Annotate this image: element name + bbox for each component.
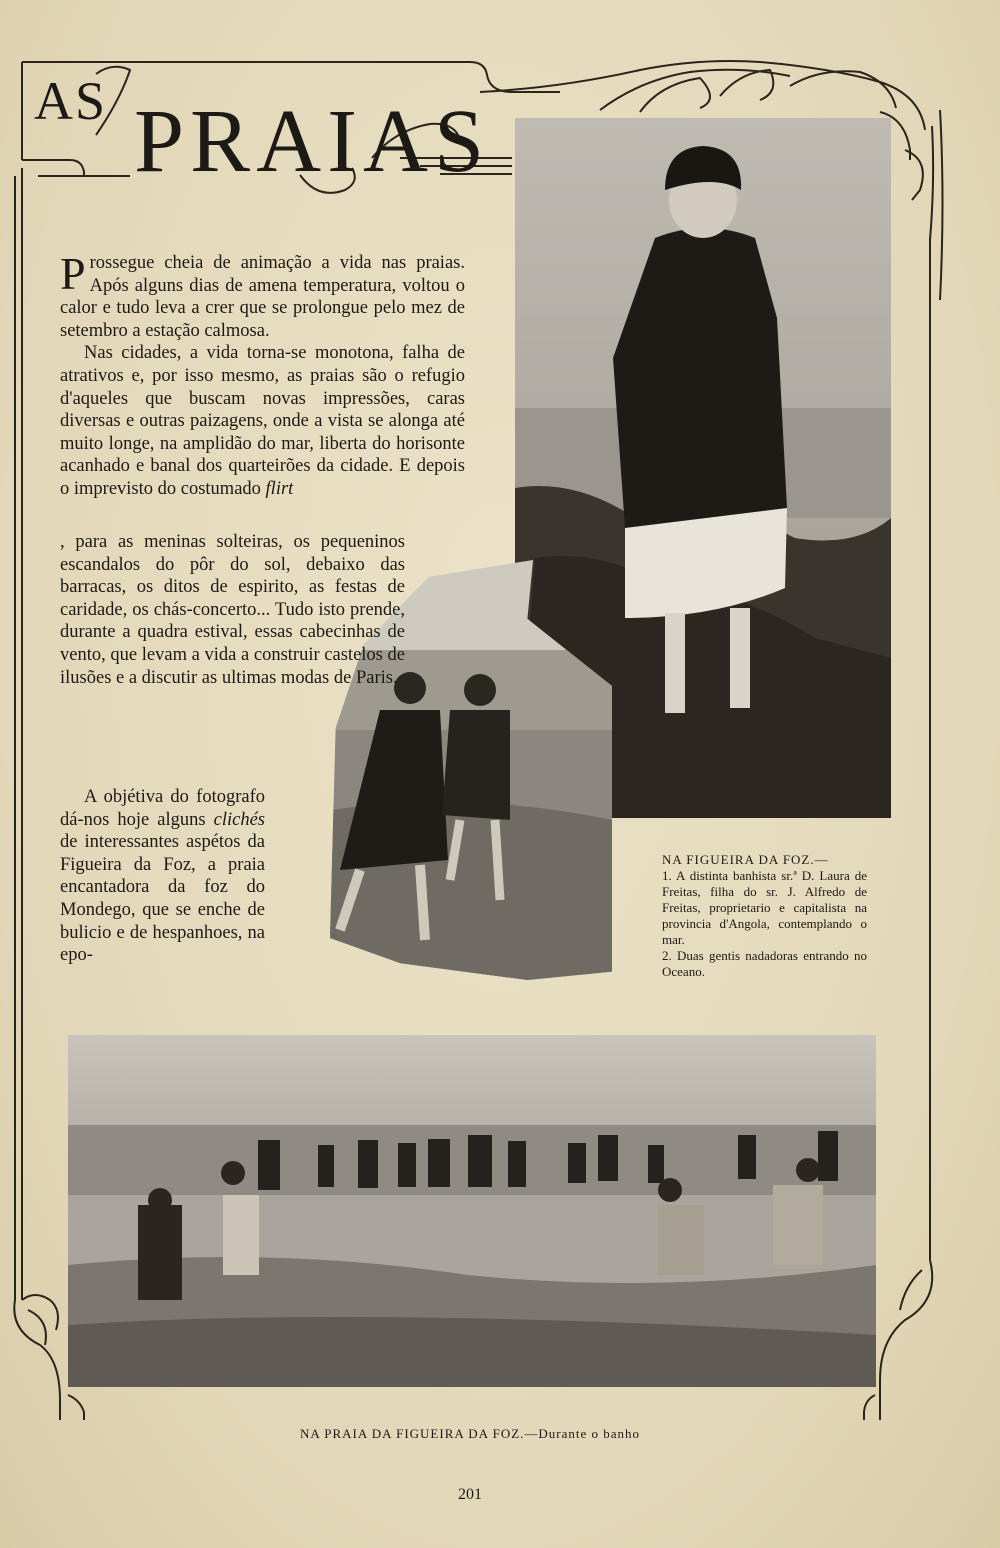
- article-p3-cliches: clichés: [213, 809, 265, 830]
- photo-caption-side: [662, 852, 867, 980]
- article-p2-start: Nas cidades, a vida torna-se monotona, falha de atrativos e, por isso mesmo, as praias são o refugio d'aqueles que buscam novas impressões, caras diversas e outras paizagens, onde a vista se alonga até muito longe, na amplidão do mar, liberta do horisonte acanhado e banal dos quarteirões da cidade. E depois o imprevisto do costumado: [60, 343, 465, 499]
- article-p2-end: , para as meninas solteiras, os pequeninos escandalos do pôr do sol, debaixo das barracas, os ditos de espirito, as festas de caridade, os chás-concerto... Tudo isto prende, durante a quadra estival, essas cabecinhas de vento, que levam a vida a construir castelos de ilusões e a discutir as ultimas modas de Paris.: [60, 532, 405, 688]
- article-p3-end: de interessantes aspétos da Figueira da Foz, a praia encantadora da foz do Mondego, que se enche de bulicio e de hespanhoes, na epo-: [60, 832, 265, 966]
- article-p3-start: A objétiva do fotografo dá-nos hoje alguns: [60, 787, 265, 830]
- page-title: PRAIAS: [134, 92, 491, 191]
- article-p2-flirt: flirt: [265, 478, 294, 499]
- page-number: 201: [458, 1486, 482, 1503]
- article-paragraph-2: [60, 342, 465, 500]
- caption-side-item-2: 2. Duas gentis nadadoras entrando no Oceano.: [662, 948, 867, 979]
- title-prefix: AS: [34, 71, 108, 131]
- caption-side-item-1: 1. A distinta banhista sr.ª D. Laura de Freitas, filha do sr. J. Alfredo de Freitas, proprietario e capitalista na provincia d'Angola, contemplando o mar.: [662, 868, 867, 947]
- article-p1-text: rossegue cheia de animação a vida nas praias. Após alguns dias de amena temperatura, voltou o calor e tudo leva a crer que se prolongue pelo mez de setembro a estação calmosa.: [60, 253, 465, 341]
- photo-caption-bottom: NA PRAIA DA FIGUEIRA DA FOZ.—Durante o banho: [299, 1426, 641, 1441]
- caption-side-lead: NA FIGUEIRA DA FOZ.—: [662, 852, 829, 867]
- drop-cap: P: [60, 248, 86, 299]
- article-body: [60, 248, 465, 501]
- photo-beach-bathers: [68, 1035, 876, 1387]
- article-paragraph-1: [60, 248, 465, 342]
- article-paragraph-3: [60, 786, 265, 967]
- article-continuation-1: [60, 531, 405, 689]
